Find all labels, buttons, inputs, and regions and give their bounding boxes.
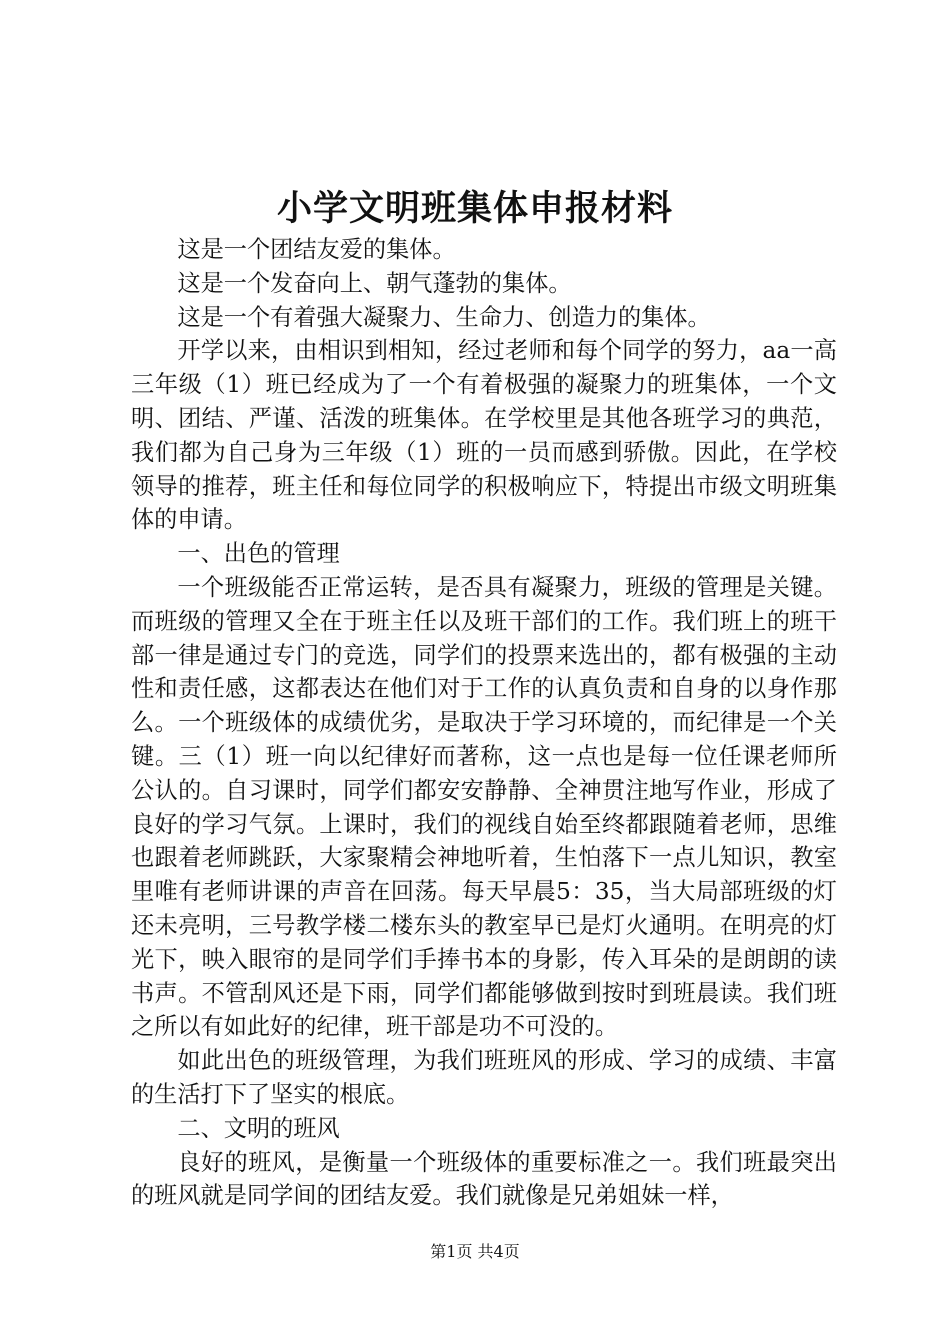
- paragraph: 如此出色的班级管理，为我们班班风的形成、学习的成绩、丰富的生活打下了坚实的根底。: [131, 1047, 837, 1108]
- paragraph: 这是一个有着强大凝聚力、生命力、创造力的集体。: [177, 303, 711, 331]
- paragraph: 一个班级能否正常运转，是否具有凝聚力，班级的管理是关键。而班级的管理又全在于班主任以及班干部们的工作。我们班上的班干部一律是通过专门的竞选，同学们的投票来选出的，都有极强的主动性和责任感，这都表达在他们对于工作的认真负责和自身的以身作那么。一个班级体的成绩优劣，是取决于学习环境的，而纪律是一个关键。三（1）班一向以纪律好而著称，这一点也是每一位任课老师所公认的。自习课时，同学们都安安静静、全神贯注地写作业，形成了良好的学习气氛。上课时，我们的视线自始至终都跟随着老师，思维也跟着老师跳跃，大家聚精会神地听着，生怕落下一点儿知识，教室里唯有老师讲课的声音在回荡。每天早晨5：35，当大局部班级的灯还未亮明，三号教学楼二楼东头的教室早已是灯火通明。在明亮的灯光下，映入眼帘的是同学们手捧书本的身影，传入耳朵的是朗朗的读书声。不管刮风还是下雨，同学们都能够做到按时到班晨读。我们班之所以有如此好的纪律，班干部是功不可没的。: [131, 573, 837, 1041]
- paragraph: 这是一个团结友爱的集体。: [177, 236, 456, 263]
- section-heading: 一、出色的管理: [177, 540, 340, 568]
- document-body: [131, 233, 837, 1213]
- page-number-footer: 第1页 共4页: [430, 1242, 520, 1261]
- paragraph: 良好的班风，是衡量一个班级体的重要标准之一。我们班最突出的班风就是同学间的团结友爱。我们就像是兄弟姐妹一样，: [131, 1148, 837, 1210]
- paragraph: 开学以来，由相识到相知，经过老师和每个同学的努力，aa一高三年级（1）班已经成为了一个有着极强的凝聚力的班集体，一个文明、团结、严谨、活泼的班集体。在学校里是其他各班学习的典范，我们都为自己身为三年级（1）班的一员而感到骄傲。因此，在学校领导的推荐，班主任和每位同学的积极响应下，特提出市级文明班集体的申请。: [131, 337, 837, 534]
- section-heading: 二、文明的班风: [177, 1114, 340, 1142]
- paragraph: 这是一个发奋向上、朝气蓬勃的集体。: [177, 269, 572, 297]
- document-title: 小学文明班集体申报材料: [276, 188, 673, 229]
